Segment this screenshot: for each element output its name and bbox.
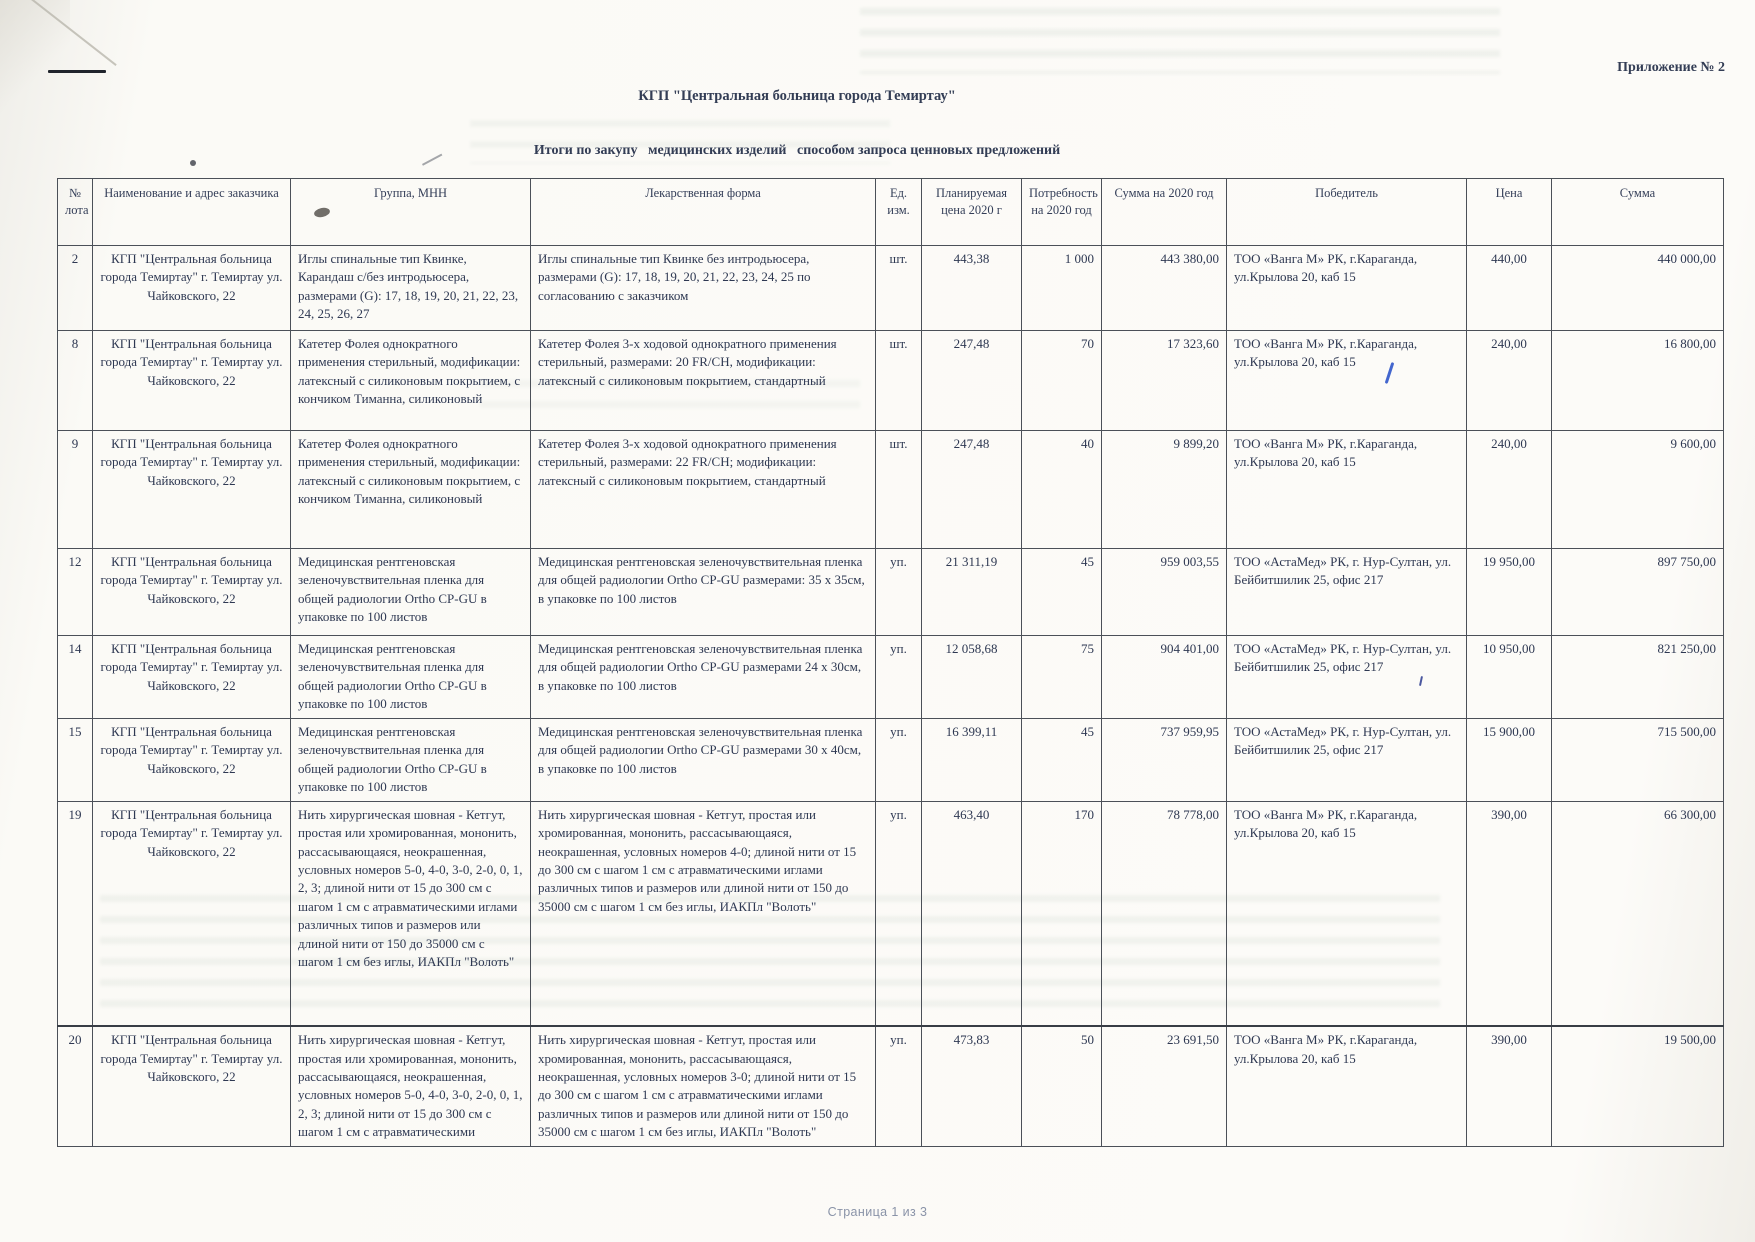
cell-winner: ТОО «АстаМед» РК, г. Нур-Султан, ул. Бейбитшилик 25, офис 217: [1227, 718, 1467, 801]
cell-unit: шт.: [876, 246, 922, 331]
cell-form: Медицинская рентгеновская зеленочувствительная пленка для общей радиологии Ortho CP-GU размерами 30 х 40см, в упаковке по 100 листов: [531, 718, 876, 801]
column-header-lot: № лота: [58, 179, 93, 246]
column-header-sum_2020: Сумма на 2020 год: [1102, 179, 1227, 246]
column-header-customer: Наименование и адрес заказчика: [93, 179, 291, 246]
cell-qty: 70: [1022, 331, 1102, 431]
cell-qty: 1 000: [1022, 246, 1102, 331]
cell-sum_2020: 23 691,50: [1102, 1026, 1227, 1146]
results-table: [57, 178, 1724, 1147]
cell-customer: КГП "Центральная больница города Темиртау" г. Темиртау ул. Чайковского, 22: [93, 246, 291, 331]
title-block: [57, 0, 1537, 159]
cell-sum_2020: 443 380,00: [1102, 246, 1227, 331]
cell-form: Нить хирургическая шовная - Кетгут, простая или хромированная, мононить, рассасывающаяся, неокрашенная, условных номеров 3-0; длиной нити от 15 до 300 см с шагом 1 см с атравматическими иглами различных типов и размеров или длиной нити от 150 до 35000 см с шагом 1 см без иглы, ИАКПл "Волоть": [531, 1026, 876, 1146]
scan-smudge-dot: [190, 160, 196, 166]
cell-sum: 19 500,00: [1552, 1026, 1724, 1146]
cell-qty: 40: [1022, 431, 1102, 549]
cell-lot: 15: [58, 718, 93, 801]
cell-unit: уп.: [876, 801, 922, 1026]
cell-group: Медицинская рентгеновская зеленочувствительная пленка для общей радиологии Ortho CP-GU в упаковке по 100 листов: [291, 718, 531, 801]
cell-price: 240,00: [1467, 431, 1552, 549]
cell-winner: ТОО «Ванга М» РК, г.Караганда, ул.Крылова 20, каб 15: [1227, 331, 1467, 431]
page-number: Страница 1 из 3: [827, 1205, 928, 1219]
cell-group: Катетер Фолея однократного применения стерильный, модификации: латексный с силиконовым покрытием, с кончиком Тиманна, силиконовый: [291, 331, 531, 431]
cell-sum: 715 500,00: [1552, 718, 1724, 801]
cell-sum: 66 300,00: [1552, 801, 1724, 1026]
cell-lot: 19: [58, 801, 93, 1026]
cell-plan_price: 16 399,11: [922, 718, 1022, 801]
cell-group: Медицинская рентгеновская зеленочувствительная пленка для общей радиологии Ortho CP-GU в упаковке по 100 листов: [291, 549, 531, 636]
cell-plan_price: 247,48: [922, 331, 1022, 431]
cell-unit: шт.: [876, 331, 922, 431]
table-row-lot-12: [58, 549, 1724, 636]
cell-form: Катетер Фолея 3-х ходовой однократного применения стерильный, размерами: 22 FR/CH; модификации: латексный с силиконовым покрытием, стандартный: [531, 431, 876, 549]
cell-qty: 45: [1022, 549, 1102, 636]
cell-price: 19 950,00: [1467, 549, 1552, 636]
cell-customer: КГП "Центральная больница города Темиртау" г. Темиртау ул. Чайковского, 22: [93, 549, 291, 636]
column-header-price: Цена: [1467, 179, 1552, 246]
cell-customer: КГП "Центральная больница города Темиртау" г. Темиртау ул. Чайковского, 22: [93, 718, 291, 801]
cell-customer: КГП "Центральная больница города Темиртау" г. Темиртау ул. Чайковского, 22: [93, 801, 291, 1026]
cell-plan_price: 21 311,19: [922, 549, 1022, 636]
cell-price: 240,00: [1467, 331, 1552, 431]
cell-winner: ТОО «Ванга М» РК, г.Караганда, ул.Крылова 20, каб 15: [1227, 801, 1467, 1026]
document-subtitle: Итоги по закупу медицинских изделий способом запроса ценновых предложений: [533, 143, 1061, 158]
cell-sum_2020: 737 959,95: [1102, 718, 1227, 801]
table-body: [58, 246, 1724, 1147]
cell-group: Нить хирургическая шовная - Кетгут, простая или хромированная, мононить, рассасывающаяся, неокрашенная, условных номеров 5-0, 4-0, 3-0, 2-0, 0, 1, 2, 3; длиной нити от 15 до 300 см с шагом 1 см с атравматическими иглами различных типов и размеров или длиной нити от 150 до 35000 см с шагом 1 см без иглы, ИАКПл "Волоть": [291, 801, 531, 1026]
table-row-lot-8: [58, 331, 1724, 431]
cell-sum: 897 750,00: [1552, 549, 1724, 636]
cell-plan_price: 443,38: [922, 246, 1022, 331]
cell-customer: КГП "Центральная больница города Темиртау" г. Темиртау ул. Чайковского, 22: [93, 636, 291, 719]
cell-unit: уп.: [876, 549, 922, 636]
cell-group: Иглы спинальные тип Квинке, Карандаш с/без интродьюсера, размерами (G): 17, 18, 19, 20, 21, 22, 23, 24, 25, 26, 27: [291, 246, 531, 331]
cell-unit: уп.: [876, 718, 922, 801]
cell-lot: 14: [58, 636, 93, 719]
cell-group: Катетер Фолея однократного применения стерильный, модификации: латексный с силиконовым покрытием, с кончиком Тиманна, силиконовый: [291, 431, 531, 549]
cell-plan_price: 12 058,68: [922, 636, 1022, 719]
cell-unit: уп.: [876, 1026, 922, 1146]
header-row: [58, 179, 1724, 246]
cell-form: Иглы спинальные тип Квинке без интродьюсера, размерами (G): 17, 18, 19, 20, 21, 22, 23, 24, 25 по согласованию с заказчиком: [531, 246, 876, 331]
column-header-qty: Потребность на 2020 год: [1022, 179, 1102, 246]
appendix-label: Приложение № 2: [1617, 60, 1725, 75]
table-row-lot-2: [58, 246, 1724, 331]
cell-qty: 50: [1022, 1026, 1102, 1146]
cell-customer: КГП "Центральная больница города Темиртау" г. Темиртау ул. Чайковского, 22: [93, 331, 291, 431]
column-header-group: Группа, МНН: [291, 179, 531, 246]
cell-plan_price: 247,48: [922, 431, 1022, 549]
cell-form: Нить хирургическая шовная - Кетгут, простая или хромированная, мононить, рассасывающаяся, неокрашенная, условных номеров 4-0; длиной нити от 15 до 300 см с шагом 1 см с атравматическими иглами различных типов и размеров или длиной нити от 150 до 35000 см с шагом 1 см без иглы, ИАКПл "Волоть": [531, 801, 876, 1026]
table-row-lot-9: [58, 431, 1724, 549]
cell-lot: 12: [58, 549, 93, 636]
cell-plan_price: 473,83: [922, 1026, 1022, 1146]
cell-lot: 20: [58, 1026, 93, 1146]
cell-qty: 170: [1022, 801, 1102, 1026]
cell-winner: ТОО «АстаМед» РК, г. Нур-Султан, ул. Бейбитшилик 25, офис 217: [1227, 636, 1467, 719]
cell-sum: 440 000,00: [1552, 246, 1724, 331]
column-header-plan_price: Планируемая цена 2020 г: [922, 179, 1022, 246]
cell-lot: 9: [58, 431, 93, 549]
cell-lot: 8: [58, 331, 93, 431]
cell-price: 390,00: [1467, 801, 1552, 1026]
cell-winner: ТОО «Ванга М» РК, г.Караганда, ул.Крылова 20, каб 15: [1227, 1026, 1467, 1146]
cell-qty: 75: [1022, 636, 1102, 719]
cell-winner: ТОО «Ванга М» РК, г.Караганда, ул.Крылова 20, каб 15: [1227, 431, 1467, 549]
cell-group: Нить хирургическая шовная - Кетгут, простая или хромированная, мононить, рассасывающаяся, неокрашенная, условных номеров 5-0, 4-0, 3-0, 2-0, 0, 1, 2, 3; длиной нити от 15 до 300 см с шагом 1 см с атравматическими: [291, 1026, 531, 1146]
cell-price: 440,00: [1467, 246, 1552, 331]
cell-form: Медицинская рентгеновская зеленочувствительная пленка для общей радиологии Ortho CP-GU размерами: 35 х 35см, в упаковке по 100 листов: [531, 549, 876, 636]
cell-unit: шт.: [876, 431, 922, 549]
cell-customer: КГП "Центральная больница города Темиртау" г. Темиртау ул. Чайковского, 22: [93, 431, 291, 549]
cell-winner: ТОО «Ванга М» РК, г.Караганда, ул.Крылова 20, каб 15: [1227, 246, 1467, 331]
column-header-form: Лекарственная форма: [531, 179, 876, 246]
cell-winner: ТОО «АстаМед» РК, г. Нур-Султан, ул. Бейбитшилик 25, офис 217: [1227, 549, 1467, 636]
table-row-lot-14: [58, 636, 1724, 719]
table-row-lot-15: [58, 718, 1724, 801]
cell-qty: 45: [1022, 718, 1102, 801]
cell-sum: 9 600,00: [1552, 431, 1724, 549]
cell-unit: уп.: [876, 636, 922, 719]
cell-price: 10 950,00: [1467, 636, 1552, 719]
table-row-lot-19: [58, 801, 1724, 1026]
cell-form: Медицинская рентгеновская зеленочувствительная пленка для общей радиологии Ortho CP-GU размерами 24 х 30см, в упаковке по 100 листов: [531, 636, 876, 719]
cell-plan_price: 463,40: [922, 801, 1022, 1026]
cell-sum: 821 250,00: [1552, 636, 1724, 719]
cell-group: Медицинская рентгеновская зеленочувствительная пленка для общей радиологии Ortho CP-GU в упаковке по 100 листов: [291, 636, 531, 719]
cell-sum_2020: 78 778,00: [1102, 801, 1227, 1026]
column-header-unit: Ед. изм.: [876, 179, 922, 246]
cell-customer: КГП "Центральная больница города Темиртау" г. Темиртау ул. Чайковского, 22: [93, 1026, 291, 1146]
table-head: [58, 179, 1724, 246]
cell-sum: 16 800,00: [1552, 331, 1724, 431]
column-header-winner: Победитель: [1227, 179, 1467, 246]
table-row-lot-20: [58, 1026, 1724, 1146]
cell-lot: 2: [58, 246, 93, 331]
cell-sum_2020: 959 003,55: [1102, 549, 1227, 636]
cell-sum_2020: 9 899,20: [1102, 431, 1227, 549]
cell-price: 390,00: [1467, 1026, 1552, 1146]
cell-form: Катетер Фолея 3-х ходовой однократного применения стерильный, размерами: 20 FR/CH, модификации: латексный с силиконовым покрытием, стандартный: [531, 331, 876, 431]
cell-price: 15 900,00: [1467, 718, 1552, 801]
document-title: КГП "Центральная больница города Темиртау": [638, 88, 956, 104]
cell-sum_2020: 17 323,60: [1102, 331, 1227, 431]
cell-sum_2020: 904 401,00: [1102, 636, 1227, 719]
column-header-sum: Сумма: [1552, 179, 1724, 246]
